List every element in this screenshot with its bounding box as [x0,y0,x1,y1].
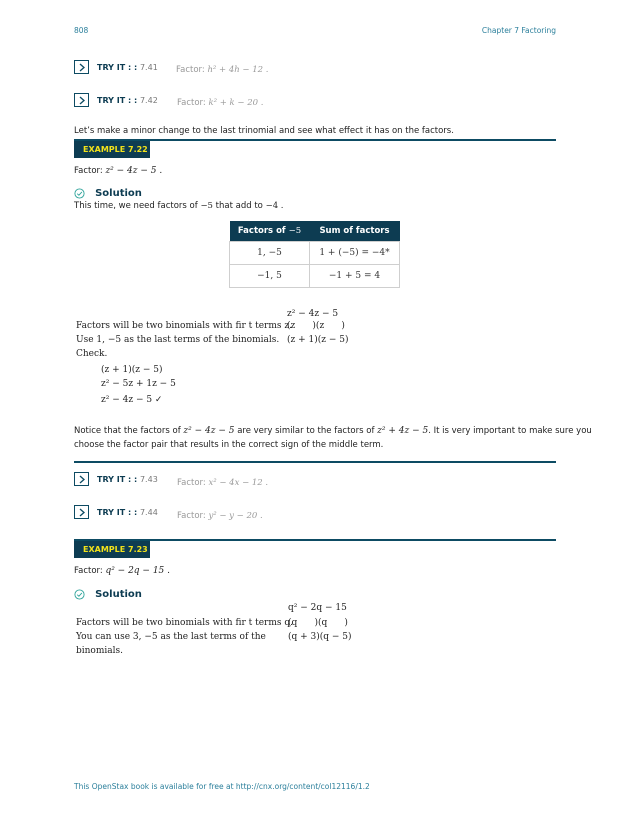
factors-table [229,221,400,288]
step-1-math: (z )(z ) [287,321,345,331]
need-b: −4 . [265,201,284,211]
try-it-number: 7.41 [139,63,158,72]
example-7-22-problem [74,166,162,176]
try-it-7-42-problem [177,98,263,108]
check-circle-icon [74,188,85,199]
check-step-3: z² − 4z − 5 ✓ [101,395,163,405]
notice-expr-1: z² − 4z − 5 [183,426,235,436]
check-step-1: (z + 1)(z − 5) [101,365,163,375]
step-1-text: Factors will be two binomials with fir t terms z. [76,321,292,331]
try-it-number: 7.44 [139,508,158,517]
try-it-number: 7.43 [139,475,158,484]
page-number: 808 [74,26,89,35]
try-it-7-43-toggle[interactable] [74,472,89,486]
check-label: Check. [76,349,108,359]
step-2-text-a: You can use 3, −5 as the last terms of the [76,632,266,642]
problem-expression: y² − y − 20 . [208,511,263,521]
table-row [230,241,400,264]
try-it-7-44-toggle[interactable] [74,505,89,519]
solution-label: Solution [95,188,142,199]
work-expression: q² − 2q − 15 [288,603,347,613]
factor-prompt: Factor: [74,166,103,176]
need-text: This time, we need factors of [74,201,198,211]
solution-intro [74,201,284,211]
factor-prompt: Factor: [177,511,206,521]
factor-prompt: Factor: [177,478,206,488]
try-it-label: TRY IT : : [97,96,138,105]
column-header [230,221,310,241]
chapter-title: Chapter 7 Factoring [481,26,556,35]
table-header-row [230,221,400,241]
notice-text-b: are very similar to the factors of [237,426,375,436]
try-it-7-42-toggle[interactable] [74,93,89,107]
factor-prompt: Factor: [74,566,103,576]
notice-line-2: choose the factor pair that results in the correct sign of the middle term. [74,440,384,450]
try-it-label: TRY IT : : [97,508,138,517]
step-1-math: (q )(q ) [288,618,348,628]
example-7-23-badge: EXAMPLE 7.23 [74,541,150,558]
table-cell: −1 + 5 = 4 [310,264,400,287]
factor-prompt: Factor: [177,98,206,108]
try-it-7-41-problem [176,65,268,75]
try-it-7-43-label [97,475,158,484]
factor-prompt: Factor: [176,65,205,75]
column-header-label: Factors of [237,225,286,236]
try-it-7-41-label [97,63,158,72]
check-circle-icon [74,589,85,600]
notice-expr-2: z² + 4z − 5 [377,426,429,436]
notice-line-1 [74,426,592,436]
try-it-7-42-label [97,96,158,105]
table-cell: −1, 5 [230,264,310,287]
example-7-22-badge: EXAMPLE 7.22 [74,141,150,158]
column-header-value: −5 [288,225,302,236]
problem-expression: x² − 4x − 12 . [208,478,269,488]
chevron-right-icon [78,475,86,484]
need-a: −5 [200,201,213,211]
step-1-text: Factors will be two binomials with fir t terms q. [76,618,293,628]
table-row [230,264,400,287]
example-7-23-problem [74,566,170,576]
problem-expression: k² + k − 20 . [208,98,264,108]
chevron-right-icon [78,63,86,72]
step-2-math: (z + 1)(z − 5) [287,335,349,345]
solution-heading [74,183,142,202]
intro-paragraph: Let’s make a minor change to the last trinomial and see what effect it has on the factors. [74,126,454,136]
step-2-text-b: binomials. [76,646,123,656]
work-expression: z² − 4z − 5 [287,309,339,319]
table-cell: 1 + (−5) = −4* [310,241,400,264]
table-cell: 1, −5 [230,241,310,264]
chevron-right-icon [78,508,86,517]
try-it-label: TRY IT : : [97,475,138,484]
try-it-7-43-problem [177,478,268,488]
section-divider [74,461,556,463]
check-step-2: z² − 5z + 1z − 5 [101,379,176,389]
solution-label: Solution [95,589,142,600]
try-it-label: TRY IT : : [97,63,138,72]
step-2-text: Use 1, −5 as the last terms of the binomials. [76,335,280,345]
column-header: Sum of factors [310,221,400,241]
notice-text-a: Notice that the factors of [74,426,181,436]
try-it-number: 7.42 [139,96,158,105]
footer-note: This OpenStax book is available for free at http://cnx.org/content/col12116/1.2 [74,782,370,791]
problem-expression: q² − 2q − 15 . [105,566,170,576]
problem-expression: h² + 4h − 12 . [207,65,269,75]
problem-expression: z² − 4z − 5 . [105,166,163,176]
notice-text-c: . It is very important to make sure you [428,426,592,436]
need-mid: that add to [215,201,263,211]
step-2-math: (q + 3)(q − 5) [288,632,352,642]
chevron-right-icon [78,96,86,105]
solution-heading [74,584,142,603]
try-it-7-44-problem [177,511,263,521]
try-it-7-44-label [97,508,158,517]
try-it-7-41-toggle[interactable] [74,60,89,74]
